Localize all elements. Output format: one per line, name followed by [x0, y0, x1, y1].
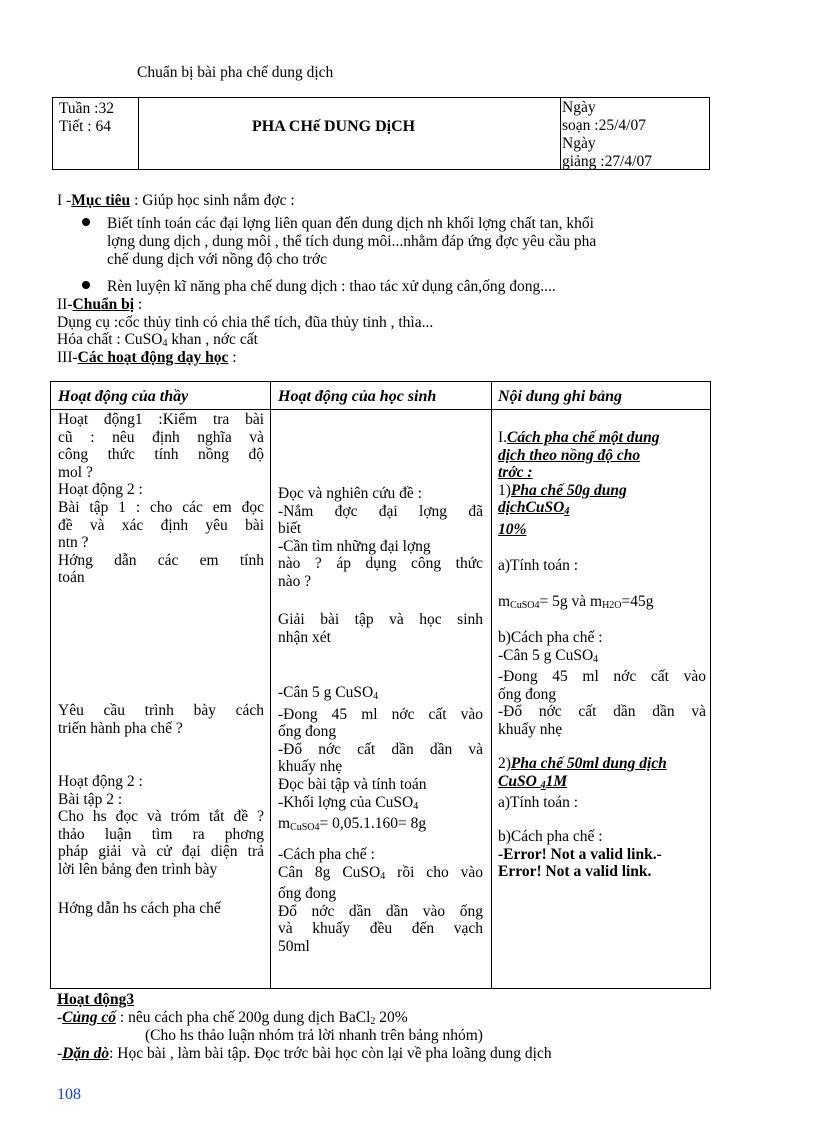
objective-line: Rèn luyện kĩ năng pha chế dung dịch : thao tác xử dụng cân,ống đong.... — [107, 278, 556, 295]
tools-line: Dụng cụ :cốc thủy tinh có chia thể tích, đũa thủy tinh , thìa... — [57, 314, 434, 331]
lesson-number: Tiết : 64 — [59, 118, 111, 135]
chemicals-line: Hóa chất : CuSO$_4$ khan , nớc cất — [57, 331, 258, 349]
student-column: Giải bài tập và học sinh nhận xét — [278, 611, 483, 646]
teacher-column: Hoạt động 2 : Bài tập 2 : Cho hs đọc và tróm tắt đề ? thảo luận tìm ra phơng pháp giải và cử đại diện trả lời lên bảng đen trình bày — [58, 773, 264, 878]
activity3-heading: Hoạt động3 — [57, 991, 135, 1008]
date-line: Ngày — [562, 99, 596, 116]
board-column: b)Cách pha chế : -Error! Not a valid link.- Error! Not a valid link. — [498, 828, 706, 881]
objective-line: Biết tính toán các đại lợng liên quan đến dung dịch nh khối lợng chất tan, khối — [107, 215, 594, 232]
board-column: I.Cách pha chế một dung dịch theo nồng độ cho trớc : 1)Pha chế 50g dung dịchCuSO$_4$ 10% — [498, 429, 660, 538]
date-line: soạn :25/4/07 — [562, 117, 646, 134]
consolidation-line: -Củng cố : nêu cách pha chế 200g dung dịch BaCl$_2$ 20% — [57, 1009, 408, 1027]
week-label: Tuần :32 — [59, 100, 114, 117]
date-line: giảng :27/4/07 — [562, 153, 652, 170]
bullet-icon — [82, 218, 90, 226]
column-header-teacher: Hoạt động của thầy — [58, 388, 189, 405]
objective-line: lợng dung dịch , dung môi , thể tích dung môi...nhằm đáp ứng đợc yêu cầu pha — [107, 233, 597, 250]
teacher-column: Yêu cầu trình bày cách triến hành pha chế ? — [58, 702, 264, 737]
section-objectives: I -Mục tiêu : Giúp học sinh nắm đợc : — [57, 192, 295, 209]
student-column: -Cân 5 g CuSO$_4$ -Đong 45 ml nớc cất vào ống đong -Đổ nớc cất dần dần và khuấy nhẹ Đọc bài tập và tính toán -Khối lợng của CuSO$_4$ $m_{CuSO4}= 0,05.1.160= 8g$ — [278, 684, 483, 834]
teacher-column: Hoạt động1 :Kiểm tra bài cũ : nêu định nghĩa và công thức tính nồng độ mol ? Hoạt động 2 : Bài tập 1 : cho các em đọc đề và xác định yêu bài ntn ? Hớng dẫn các em tính toán — [58, 411, 264, 587]
board-column: 2)Pha chế 50ml dung dịch CuSO $_4$1M a)Tính toán : — [498, 755, 667, 812]
page-number: 108 — [57, 1086, 81, 1103]
student-column: -Cách pha chế : Cân 8g CuSO$_4$ rồi cho vào ống đong Đổ nớc dần dần vào ống và khuấy đều đến vạch 50ml — [278, 846, 483, 955]
date-line: Ngày — [562, 135, 596, 152]
board-column: a)Tính toán : — [498, 557, 579, 574]
bullet-icon — [82, 281, 90, 289]
homework-line: -Dặn dò: Học bài , làm bài tập. Đọc trớc bài học còn lại về pha loãng dung dịch — [57, 1045, 552, 1062]
teacher-column: Hớng dẫn hs cách pha chế — [58, 900, 221, 917]
board-column: $m_{CuSO4}= 5g$ và $m_{H2O}=45g$ — [498, 593, 654, 611]
error-link[interactable]: Error! Not a valid link. — [498, 863, 652, 881]
lesson-title: PHA CHế DUNG DịCH — [252, 118, 416, 135]
top-note: Chuẩn bị bài pha chế dung dịch — [137, 64, 334, 81]
student-column: Đọc và nghiên cứu đề : -Nắm đợc đại lợng đã biết -Cần tìm những đại lợng nào ? áp dụng công thức nào ? — [278, 485, 483, 590]
activities-table — [50, 381, 711, 989]
consolidation-note: (Cho hs thảo luận nhóm trả lời nhanh trên bảng nhóm) — [145, 1027, 483, 1044]
column-header-board: Nội dung ghi bảng — [498, 388, 623, 405]
board-column: b)Cách pha chế : -Cân 5 g CuSO$_4$ -Đong 45 ml nớc cất vào ống đong -Đổ nớc cất dần dần và khuấy nhẹ — [498, 629, 706, 738]
section-activities: III-Các hoạt động dạy học : — [57, 349, 237, 366]
column-header-student: Hoạt động của học sinh — [278, 388, 437, 405]
lesson-header-box — [52, 97, 710, 170]
objective-line: chế dung dịch với nồng độ cho trớc — [107, 251, 327, 268]
section-preparation: II-Chuẩn bị : — [57, 296, 143, 313]
error-link[interactable]: -Error! Not a valid link.- — [498, 845, 662, 863]
